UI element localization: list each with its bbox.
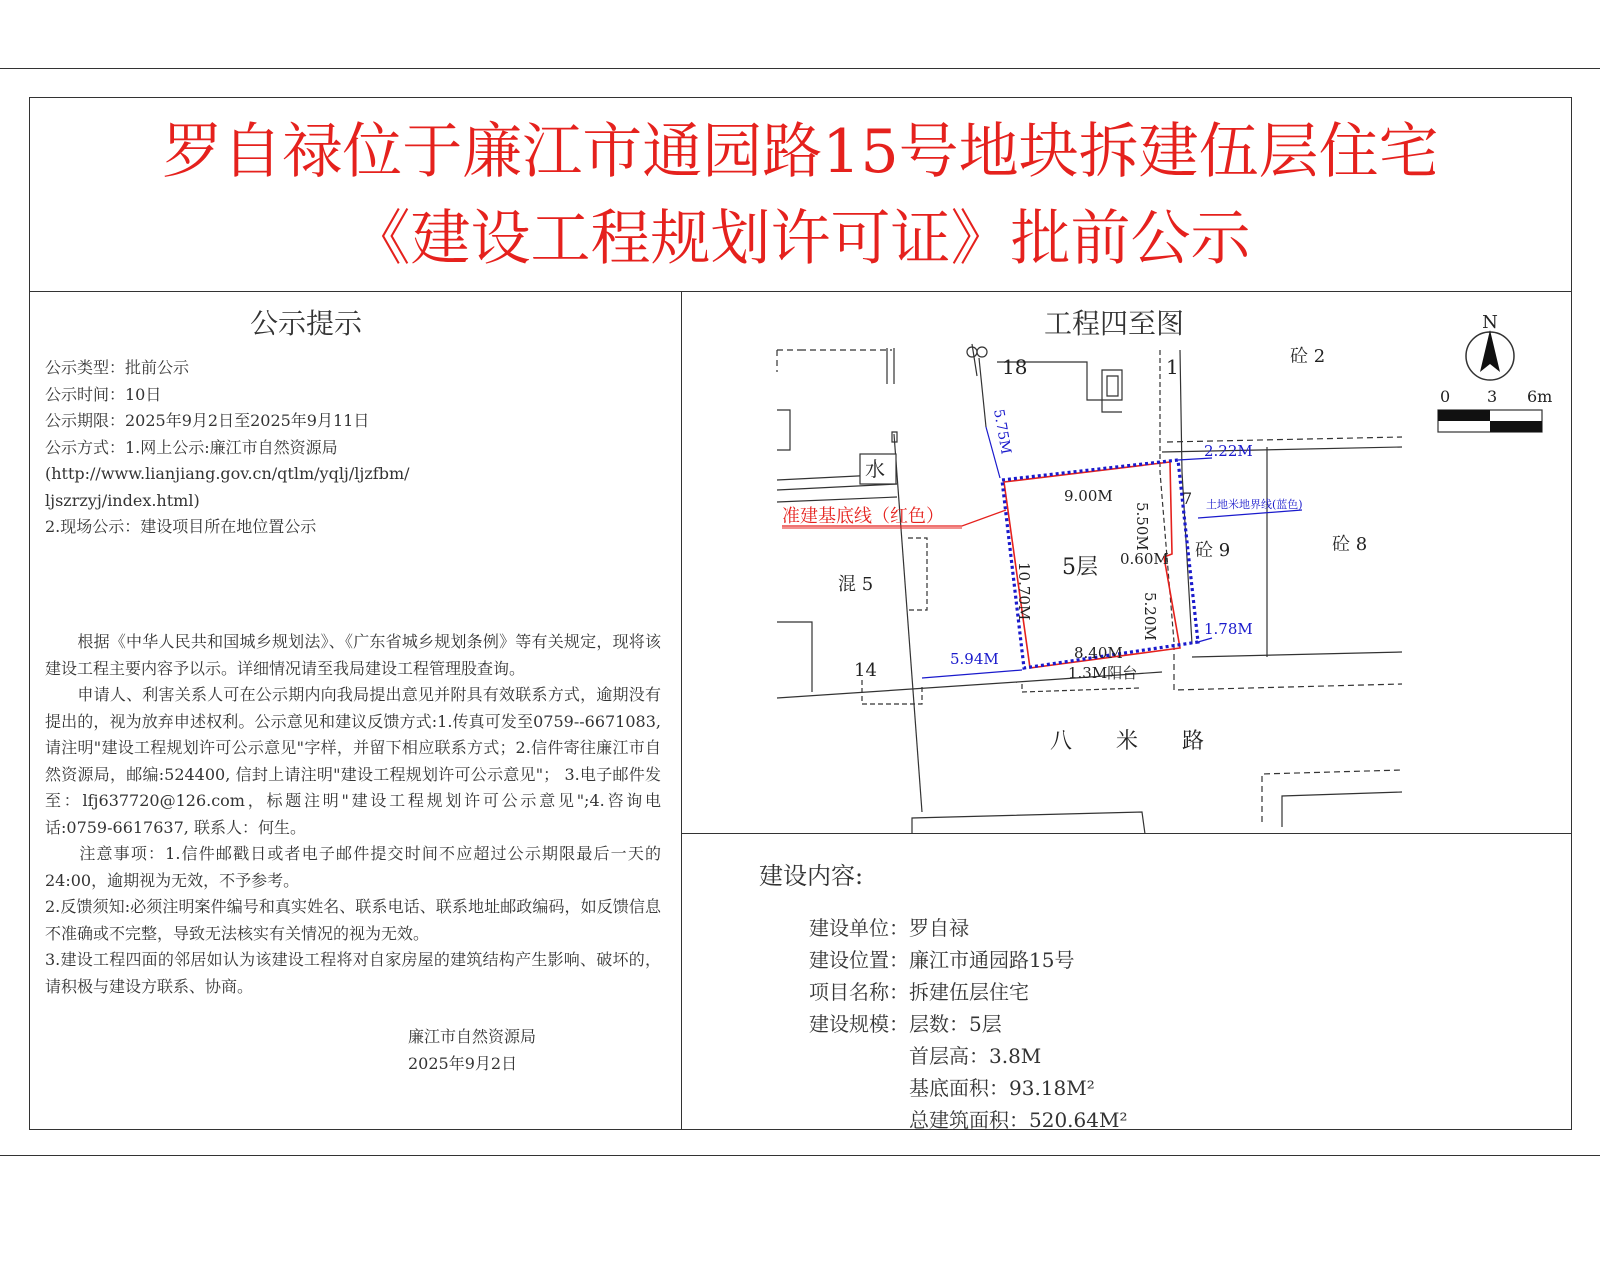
row-label: 建设位置： — [809, 948, 909, 972]
building-outline — [777, 410, 790, 450]
building-outline — [908, 538, 927, 610]
site-map-panel — [682, 292, 1571, 834]
dim-178: 1.78M — [1204, 620, 1253, 638]
building-outline — [1192, 652, 1402, 657]
road-label: 八 米 路 — [1050, 729, 1205, 754]
road-edge — [777, 682, 1017, 698]
scale-bar — [1438, 410, 1542, 432]
lot-tong2: 砼 2 — [1290, 346, 1326, 367]
info-line: 公示类型：批前公示 — [45, 358, 190, 377]
construction-row — [809, 912, 969, 941]
dim-594: 5.94M — [950, 650, 999, 668]
building-outline — [912, 812, 1145, 834]
building-outline — [1102, 370, 1122, 400]
info-url-line: ljszrzyj/index.html) — [45, 490, 200, 510]
notice-panel — [30, 292, 682, 1129]
building-outline — [1282, 792, 1402, 827]
dim-9m: 9.00M — [1064, 487, 1113, 505]
paragraph: 3.建设工程四面的邻居如认为该建设工程将对自家房屋的建筑结构产生影响、破坏的，请积极与建设方联系、协商。 — [45, 950, 661, 996]
construction-extra: 首层高：3.8M — [909, 1044, 1042, 1068]
dim-060: 0.60M — [1120, 550, 1169, 568]
title-line-1: 罗自禄位于廉江市通园路15号地块拆建伍层住宅 — [162, 117, 1439, 187]
lot-1: 1 — [1166, 355, 1179, 379]
scale-label-6: 6m — [1527, 387, 1553, 406]
dim-balcony: 1.3M阳台 — [1068, 664, 1138, 682]
dim-575: 5.75M — [990, 407, 1014, 456]
signature-org: 廉江市自然资源局 — [408, 1027, 537, 1046]
construction-row — [809, 1008, 1002, 1037]
site-map — [682, 292, 1571, 834]
land-line-note: 土地米地界线(蓝色) — [1206, 498, 1303, 511]
building-outline — [887, 348, 894, 384]
construction-heading: 建设内容: — [759, 862, 864, 890]
dim-520: 5.20M — [1141, 592, 1159, 641]
floors-label: 5层 — [1062, 555, 1098, 580]
dim-550: 5.50M — [1133, 502, 1151, 551]
north-arrow-icon — [1466, 330, 1514, 380]
paragraph: 2.反馈须知:必须注明案件编号和真实姓名、联系电话、联系地址邮政编码，如反馈信息不准确或不完整，导致无法核实有关情况的视为无效。 — [45, 897, 661, 943]
water-label: 水 — [865, 457, 885, 481]
notice-paragraphs — [45, 629, 661, 1000]
signature-date: 2025年9月2日 — [408, 1054, 518, 1073]
scale-label-3: 3 — [1487, 387, 1498, 406]
construction-row — [809, 976, 1029, 1005]
info-line: 公示方式：1.网上公示:廉江市自然资源局 — [45, 437, 338, 457]
lot-tong8: 砼 8 — [1332, 534, 1368, 555]
row-value: 层数：5层 — [909, 1012, 1002, 1036]
map-heading: 工程四至图 — [1044, 307, 1185, 340]
property-line — [894, 434, 922, 812]
notice-heading: 公示提示 — [250, 307, 363, 340]
info-url-line: (http://www.lianjiang.gov.cn/qtlm/yqlj/ljzfbm/ — [45, 464, 410, 483]
row-value: 廉江市通园路15号 — [909, 948, 1075, 972]
info-line: 2.现场公示：建设项目所在地位置公示 — [45, 517, 317, 536]
row-value: 拆建伍层住宅 — [909, 980, 1029, 1004]
title-line-2: 《建设工程规划许可证》批前公示 — [350, 204, 1251, 274]
building-outline — [1174, 644, 1402, 690]
lot-7: 7 — [1182, 489, 1193, 508]
property-line — [979, 358, 986, 427]
base-line-note: 准建基底线（红色） — [782, 506, 944, 527]
construction-row — [809, 944, 1074, 973]
info-line: 公示时间：10日 — [45, 384, 162, 404]
row-label: 项目名称： — [809, 980, 909, 1004]
scale-label-0: 0 — [1440, 387, 1451, 406]
north-label: N — [1482, 312, 1498, 333]
building-outline — [1167, 437, 1402, 442]
building-outline — [1162, 447, 1402, 452]
dim-840: 8.40M — [1074, 644, 1123, 662]
lot-hun5: 混 5 — [838, 574, 874, 595]
dimension-lines — [922, 427, 1302, 678]
row-label: 建设规模： — [809, 1012, 909, 1036]
lot-14: 14 — [854, 660, 877, 681]
paragraph: 注意事项：1.信件邮戳日或者电子邮件提交时间不应超过公示期限最后一天的24:00，逾期视为无效，不予参考。 — [45, 844, 661, 890]
construction-extra: 总建筑面积：520.64M² — [909, 1108, 1128, 1132]
construction-extra: 基底面积：93.18M² — [909, 1076, 1095, 1100]
dim-222: 2.22M — [1204, 442, 1253, 460]
lamp-icon — [967, 344, 987, 376]
building-outline — [777, 350, 800, 372]
row-value: 罗自禄 — [909, 916, 969, 940]
notice-board — [29, 97, 1572, 1130]
lot-tong9: 砼 9 — [1195, 540, 1231, 561]
lot-18: 18 — [1002, 355, 1028, 379]
paragraph: 根据《中华人民共和国城乡规划法》、《广东省城乡规划条例》等有关规定，现将该建设工程主要内容予以示。详细情况请至我局建设工程管理股查询。 — [45, 632, 661, 678]
info-line: 公示期限：2025年9月2日至2025年9月11日 — [45, 411, 370, 430]
building-outline — [1022, 684, 1140, 692]
construction-panel — [682, 834, 1571, 1132]
building-outline — [777, 622, 812, 692]
title-area — [30, 98, 1571, 292]
dim-1070: 10.70M — [1015, 562, 1033, 621]
paragraph: 申请人、利害关系人可在公示期内向我局提出意见并附具有效联系方式，逾期没有提出的，视为放弃申述权利。公示意见和建议反馈方式:1.传真可发至0759--6671083, 请注明"建设工程规划许可公示意见"字样，并留下相应联系方式；2.信件寄往廉江市自然资源局，邮编:524400, 信封上请注明"建设工程规划许可公示意见"； 3.电子邮件发至：lfj637720@126.com，标题注明"建设工程规划许可公示意见";4.咨询电话:0759-6617637, 联系人：何生。 — [45, 685, 661, 837]
row-label: 建设单位： — [809, 916, 909, 940]
